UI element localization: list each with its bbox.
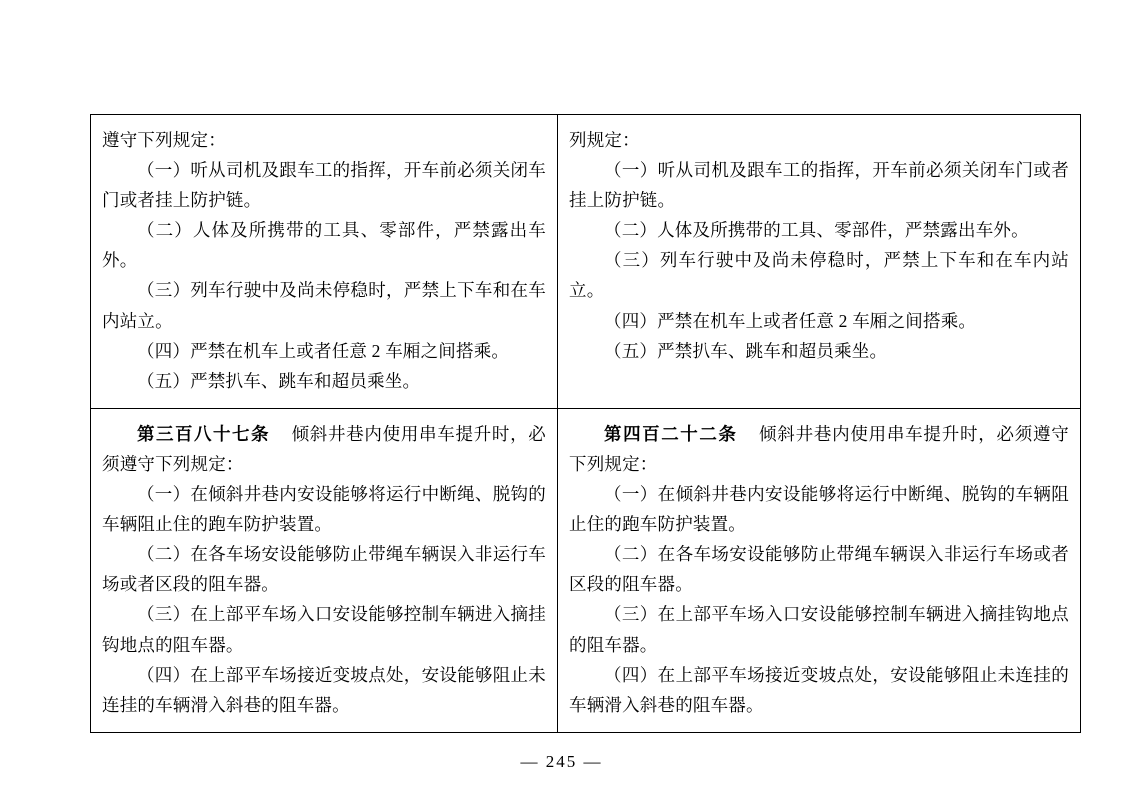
paragraph-item-5: （五）严禁扒车、跳车和超员乘坐。 [604,340,888,361]
paragraph-item-2: （二）人体及所携带的工具、零部件，严禁露出车外。 [604,220,1029,241]
paragraph-item-1: （一）听从司机及跟车工的指挥，开车前必须关闭车门或者挂上防护链。 [102,160,546,211]
paragraph-item-3: （三）列车行驶中及尚未停稳时，严禁上下车和在车内站立。 [569,250,1069,301]
paragraph-item-1: （一）听从司机及跟车工的指挥，开车前必须关闭车门或者挂上防护链。 [569,160,1069,211]
paragraph-item-1: （一）在倾斜井巷内安设能够将运行中断绳、脱钩的车辆阻止住的跑车防护装置。 [569,484,1069,535]
paragraph-item-3: （三）列车行驶中及尚未停稳时，严禁上下车和在车内站立。 [102,280,546,331]
paragraph-item-2: （二）在各车场安设能够防止带绳车辆误入非运行车场或者区段的阻车器。 [102,544,546,595]
paragraph-item-3: （三）在上部平车场入口安设能够控制车辆进入摘挂钩地点的阻车器。 [569,604,1069,655]
table-cell-left-old [91,115,558,409]
table-cell-right-new [558,115,1081,409]
paragraph-item-5: （五）严禁扒车、跳车和超员乘坐。 [137,370,421,391]
table-cell-right-new [558,408,1081,732]
article-title: 倾斜井巷内使用串车提升时，必须遵守下列规定： [102,423,546,474]
paragraph-item-2: （二）在各车场安设能够防止带绳车辆误入非运行车场或者区段的阻车器。 [569,544,1069,595]
paragraph-item-3: （三）在上部平车场入口安设能够控制车辆进入摘挂钩地点的阻车器。 [102,604,546,655]
paragraph-lead: 遵守下列规定： [102,130,226,150]
paragraph-item-1: （一）在倾斜井巷内安设能够将运行中断绳、脱钩的车辆阻止住的跑车防护装置。 [102,484,546,535]
paragraph-item-2: （二）人体及所携带的工具、零部件，严禁露出车外。 [102,220,546,271]
paragraph-item-4: （四）在上部平车场接近变坡点处，安设能够阻止未连挂的车辆滑入斜巷的阻车器。 [569,664,1069,715]
paragraph-lead: 列规定： [569,130,640,150]
article-title: 倾斜井巷内使用串车提升时，必须遵守下列规定： [569,423,1069,474]
paragraph-item-4: （四）在上部平车场接近变坡点处，安设能够阻止未连挂的车辆滑入斜巷的阻车器。 [102,664,546,715]
page-number: — 245 — [520,752,603,771]
table-row [91,408,1081,732]
article-heading [569,419,1069,479]
comparison-table [90,114,1081,733]
article-heading [102,419,546,479]
article-number: 第四百二十二条 [604,423,738,444]
paragraph-item-4: （四）严禁在机车上或者任意 2 车厢之间搭乘。 [137,340,510,361]
table-row [91,115,1081,409]
table-cell-left-old [91,408,558,732]
article-number: 第三百八十七条 [137,423,271,444]
paragraph-item-4: （四）严禁在机车上或者任意 2 车厢之间搭乘。 [604,310,977,331]
